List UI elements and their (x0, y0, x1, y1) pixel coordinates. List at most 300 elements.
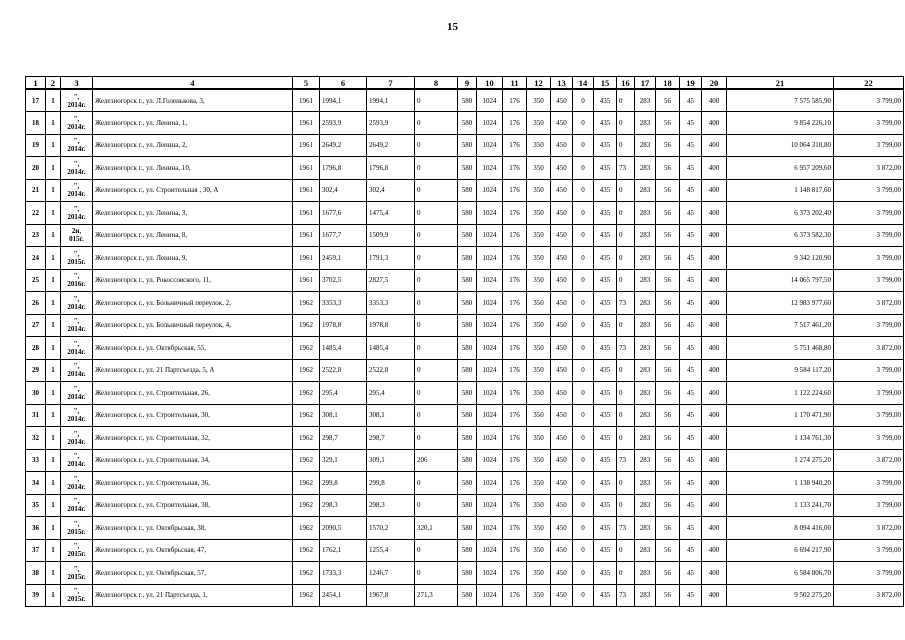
table-cell-n: 29 (26, 359, 46, 382)
table-cell-n: 32 (26, 427, 46, 450)
table-cell-c17: 283 (635, 202, 656, 225)
table-cell-c10: 1024 (477, 427, 503, 450)
table-cell-yr: ", 2016г. (61, 269, 93, 292)
table-cell-c2: 1 (46, 382, 61, 405)
table-cell-c8: 0 (415, 157, 458, 180)
table-cell-a: 2090,5 (320, 517, 367, 540)
table-cell-c2: 1 (46, 179, 61, 202)
table-cell-c14: 0 (573, 382, 594, 405)
table-cell-c2: 1 (46, 202, 61, 225)
table-cell-b: 308,1 (367, 404, 415, 427)
table-cell-c16: 73 (617, 337, 635, 360)
table-cell-c13: 450 (551, 314, 573, 337)
table-cell-c10: 1024 (477, 337, 503, 360)
table-cell-yr: ", 2014г. (61, 494, 93, 517)
table-cell-c2: 1 (46, 539, 61, 562)
table-cell-c17: 283 (635, 337, 656, 360)
table-cell-c13: 450 (551, 134, 573, 157)
table-cell-c10: 1024 (477, 562, 503, 585)
table-cell-a: 298,3 (320, 494, 367, 517)
table-row (26, 517, 904, 540)
table-cell-c17: 283 (635, 359, 656, 382)
table-cell-c2: 1 (46, 89, 61, 112)
table-cell-sum: 9 502 275,20 (727, 584, 834, 607)
table-cell-c15: 435 (594, 337, 617, 360)
table-cell-rate: 3 799,00 (834, 359, 904, 382)
table-cell-a: 2522,8 (320, 359, 367, 382)
table-cell-c11: 176 (503, 247, 527, 270)
table-cell-c20: 400 (702, 562, 727, 585)
table-cell-c17: 283 (635, 427, 656, 450)
table-cell-sum: 1 138 940,20 (727, 472, 834, 495)
table-cell-c18: 56 (656, 224, 680, 247)
table-cell-rate: 3 799,00 (834, 427, 904, 450)
table-cell-c11: 176 (503, 562, 527, 585)
table-cell-c20: 400 (702, 179, 727, 202)
table-cell-c18: 56 (656, 494, 680, 517)
table-cell-c20: 400 (702, 404, 727, 427)
table-cell-c20: 400 (702, 134, 727, 157)
table-cell-yr: ", 2014г. (61, 134, 93, 157)
table-cell-sum: 6 373 582,30 (727, 224, 834, 247)
table-cell-c17: 283 (635, 382, 656, 405)
table-cell-c10: 1024 (477, 112, 503, 135)
table-cell-c11: 176 (503, 179, 527, 202)
table-cell-c15: 435 (594, 247, 617, 270)
table-cell-b: 1246,7 (367, 562, 415, 585)
table-cell-c17: 283 (635, 517, 656, 540)
table-cell-c15: 435 (594, 224, 617, 247)
table-cell-c12: 350 (527, 224, 551, 247)
table-cell-c16: 0 (617, 112, 635, 135)
table-cell-c2: 1 (46, 494, 61, 517)
table-cell-a: 298,7 (320, 427, 367, 450)
table-cell-c11: 176 (503, 134, 527, 157)
table-cell-c11: 176 (503, 382, 527, 405)
table-cell-c16: 73 (617, 517, 635, 540)
table-cell-rate: 3 872,00 (834, 292, 904, 315)
data-table (25, 76, 904, 607)
table-cell-a: 1677,6 (320, 202, 367, 225)
table-cell-c18: 56 (656, 112, 680, 135)
table-cell-c14: 0 (573, 359, 594, 382)
table-cell-c2: 1 (46, 269, 61, 292)
table-cell-c16: 0 (617, 539, 635, 562)
table-cell-c18: 56 (656, 562, 680, 585)
table-cell-c20: 400 (702, 247, 727, 270)
table-cell-c16: 73 (617, 157, 635, 180)
table-cell-a: 2459,1 (320, 247, 367, 270)
table-cell-y: 1961 (293, 247, 320, 270)
table-cell-sum: 1 134 761,30 (727, 427, 834, 450)
table-cell-c19: 45 (680, 562, 702, 585)
table-row (26, 224, 904, 247)
table-cell-c19: 45 (680, 224, 702, 247)
table-cell-c2: 1 (46, 584, 61, 607)
table-cell-c19: 45 (680, 382, 702, 405)
table-cell-c15: 435 (594, 292, 617, 315)
table-row (26, 247, 904, 270)
table-cell-c2: 1 (46, 449, 61, 472)
table-cell-c15: 435 (594, 179, 617, 202)
table-cell-c16: 0 (617, 134, 635, 157)
table-cell-c13: 450 (551, 449, 573, 472)
table-cell-c9: 580 (458, 449, 477, 472)
table-cell-yr: ", 2014г. (61, 314, 93, 337)
table-cell-c19: 45 (680, 404, 702, 427)
table-cell-c18: 56 (656, 404, 680, 427)
table-cell-c15: 435 (594, 134, 617, 157)
table-cell-c15: 435 (594, 472, 617, 495)
table-cell-c9: 580 (458, 404, 477, 427)
table-cell-c9: 580 (458, 562, 477, 585)
table-cell-n: 35 (26, 494, 46, 517)
table-row (26, 179, 904, 202)
table-cell-c10: 1024 (477, 202, 503, 225)
table-cell-rate: 3 799,00 (834, 202, 904, 225)
table-cell-c8: 0 (415, 247, 458, 270)
table-cell-c12: 350 (527, 292, 551, 315)
table-cell-c2: 1 (46, 472, 61, 495)
table-cell-y: 1962 (293, 404, 320, 427)
table-cell-c16: 0 (617, 562, 635, 585)
table-cell-b: 2827,5 (367, 269, 415, 292)
table-cell-c12: 350 (527, 404, 551, 427)
table-cell-c17: 283 (635, 472, 656, 495)
table-cell-c14: 0 (573, 584, 594, 607)
table-cell-sum: 5 751 468,80 (727, 337, 834, 360)
table-cell-c15: 435 (594, 112, 617, 135)
table-cell-c8: 0 (415, 89, 458, 112)
table-cell-c20: 400 (702, 494, 727, 517)
column-header: 3 (61, 77, 93, 90)
table-cell-n: 37 (26, 539, 46, 562)
table-cell-rate: 3 799,00 (834, 112, 904, 135)
table-cell-c13: 450 (551, 89, 573, 112)
table-cell-rate: 3 872,00 (834, 157, 904, 180)
table-cell-a: 3353,3 (320, 292, 367, 315)
table-cell-c14: 0 (573, 269, 594, 292)
table-cell-c12: 350 (527, 179, 551, 202)
table-cell-c8: 0 (415, 427, 458, 450)
table-cell-c15: 435 (594, 584, 617, 607)
table-cell-y: 1962 (293, 472, 320, 495)
table-cell-c14: 0 (573, 337, 594, 360)
table-cell-n: 18 (26, 112, 46, 135)
table-cell-sum: 1 122 224,60 (727, 382, 834, 405)
table-cell-y: 1961 (293, 134, 320, 157)
table-cell-c13: 450 (551, 269, 573, 292)
table-cell-c18: 56 (656, 157, 680, 180)
table-cell-sum: 6 957 209,60 (727, 157, 834, 180)
table-cell-b: 1791,3 (367, 247, 415, 270)
table-cell-c19: 45 (680, 292, 702, 315)
table-cell-addr: Железногорск г., ул. Октябрьская, 47, (93, 539, 293, 562)
column-header: 15 (594, 77, 617, 90)
table-cell-y: 1962 (293, 427, 320, 450)
table-cell-n: 17 (26, 89, 46, 112)
table-cell-c8: 0 (415, 134, 458, 157)
table-cell-c8: 0 (415, 292, 458, 315)
table-cell-c13: 450 (551, 472, 573, 495)
table-cell-addr: Железногорск г., ул. 21 Партсъезда, 1, (93, 584, 293, 607)
table-cell-c15: 435 (594, 314, 617, 337)
table-row (26, 382, 904, 405)
table-cell-c13: 450 (551, 224, 573, 247)
table-cell-c16: 0 (617, 494, 635, 517)
table-cell-c17: 283 (635, 89, 656, 112)
table-cell-c19: 45 (680, 494, 702, 517)
table-cell-c20: 400 (702, 359, 727, 382)
table-cell-c16: 0 (617, 202, 635, 225)
table-cell-c8: 0 (415, 404, 458, 427)
column-header: 11 (503, 77, 527, 90)
table-cell-c12: 350 (527, 314, 551, 337)
table-cell-c2: 1 (46, 134, 61, 157)
column-header: 6 (320, 77, 367, 90)
table-cell-addr: Железногорск г., ул. Ленина, 1, (93, 112, 293, 135)
table-cell-b: 1570,2 (367, 517, 415, 540)
table-cell-c13: 450 (551, 539, 573, 562)
column-header: 16 (617, 77, 635, 90)
table-cell-c2: 1 (46, 337, 61, 360)
table-cell-a: 308,1 (320, 404, 367, 427)
table-cell-sum: 7 517 461,20 (727, 314, 834, 337)
table-cell-c16: 0 (617, 179, 635, 202)
table-cell-b: 1978,8 (367, 314, 415, 337)
table-cell-n: 22 (26, 202, 46, 225)
table-cell-c11: 176 (503, 89, 527, 112)
table-cell-c19: 45 (680, 157, 702, 180)
table-cell-n: 38 (26, 562, 46, 585)
table-cell-addr: Железногорск г., ул. Строительная, 26, (93, 382, 293, 405)
table-cell-c18: 56 (656, 89, 680, 112)
table-cell-c11: 176 (503, 202, 527, 225)
table-cell-c19: 45 (680, 247, 702, 270)
table-cell-yr: ", 2015г. (61, 247, 93, 270)
table-cell-c12: 350 (527, 337, 551, 360)
table-cell-n: 23 (26, 224, 46, 247)
table-cell-c20: 400 (702, 269, 727, 292)
table-cell-c20: 400 (702, 539, 727, 562)
table-cell-c8: 0 (415, 539, 458, 562)
table-cell-c17: 283 (635, 449, 656, 472)
table-cell-c8: 0 (415, 179, 458, 202)
table-cell-c10: 1024 (477, 314, 503, 337)
table-cell-c16: 0 (617, 382, 635, 405)
table-cell-c2: 1 (46, 404, 61, 427)
table-cell-c10: 1024 (477, 359, 503, 382)
table-cell-c15: 435 (594, 562, 617, 585)
table-row (26, 134, 904, 157)
table-cell-c19: 45 (680, 584, 702, 607)
table-cell-c8: 0 (415, 562, 458, 585)
table-cell-c10: 1024 (477, 224, 503, 247)
column-header: 7 (367, 77, 415, 90)
table-cell-c8: 0 (415, 382, 458, 405)
table-cell-c17: 283 (635, 112, 656, 135)
table-cell-a: 1994,1 (320, 89, 367, 112)
table-cell-rate: 3 799,00 (834, 134, 904, 157)
table-row (26, 427, 904, 450)
table-cell-c16: 0 (617, 427, 635, 450)
table-cell-c18: 56 (656, 539, 680, 562)
table-cell-rate: 3 799,00 (834, 494, 904, 517)
table-cell-yr: ", 2015г. (61, 584, 93, 607)
table-cell-a: 1733,3 (320, 562, 367, 585)
table-cell-c20: 400 (702, 427, 727, 450)
table-cell-a: 302,4 (320, 179, 367, 202)
table-cell-c19: 45 (680, 269, 702, 292)
table-cell-c9: 580 (458, 269, 477, 292)
table-cell-c12: 350 (527, 269, 551, 292)
table-cell-c15: 435 (594, 404, 617, 427)
table-cell-rate: 3 799,00 (834, 404, 904, 427)
table-cell-a: 1796,8 (320, 157, 367, 180)
table-cell-c20: 400 (702, 472, 727, 495)
table-cell-c20: 400 (702, 314, 727, 337)
table-cell-c19: 45 (680, 517, 702, 540)
table-cell-c14: 0 (573, 202, 594, 225)
table-cell-c10: 1024 (477, 89, 503, 112)
table-cell-c13: 450 (551, 157, 573, 180)
table-cell-y: 1961 (293, 179, 320, 202)
column-header: 19 (680, 77, 702, 90)
table-cell-yr: ", 2014г. (61, 337, 93, 360)
table-cell-c12: 350 (527, 359, 551, 382)
table-cell-a: 1762,1 (320, 539, 367, 562)
table-cell-rate: 3 872,00 (834, 337, 904, 360)
table-cell-c14: 0 (573, 247, 594, 270)
table-cell-c11: 176 (503, 404, 527, 427)
table-cell-n: 26 (26, 292, 46, 315)
table-cell-c10: 1024 (477, 449, 503, 472)
table-cell-c16: 0 (617, 314, 635, 337)
table-row (26, 269, 904, 292)
table-row (26, 337, 904, 360)
table-cell-c14: 0 (573, 472, 594, 495)
table-row (26, 292, 904, 315)
table-cell-c14: 0 (573, 157, 594, 180)
table-cell-sum: 6 373 202,40 (727, 202, 834, 225)
table-cell-b: 298,3 (367, 494, 415, 517)
table-cell-c10: 1024 (477, 472, 503, 495)
table-cell-y: 1962 (293, 292, 320, 315)
table-cell-addr: Железногорск г., ул. Ленина, 9, (93, 247, 293, 270)
table-cell-c9: 580 (458, 427, 477, 450)
table-cell-c20: 400 (702, 89, 727, 112)
table-cell-rate: 3 799,00 (834, 269, 904, 292)
table-cell-c16: 0 (617, 224, 635, 247)
table-cell-c9: 580 (458, 179, 477, 202)
table-cell-n: 27 (26, 314, 46, 337)
table-cell-c2: 1 (46, 292, 61, 315)
table-cell-c8: 0 (415, 472, 458, 495)
table-row (26, 314, 904, 337)
table-row (26, 202, 904, 225)
table-cell-c16: 0 (617, 269, 635, 292)
column-header: 13 (551, 77, 573, 90)
table-row (26, 494, 904, 517)
table-cell-rate: 3 799,00 (834, 562, 904, 585)
table-cell-c9: 580 (458, 157, 477, 180)
table-cell-addr: Железногорск г., ул. Ленина, 8, (93, 224, 293, 247)
table-cell-c16: 0 (617, 89, 635, 112)
table-cell-c12: 350 (527, 382, 551, 405)
table-cell-y: 1961 (293, 202, 320, 225)
table-cell-c19: 45 (680, 179, 702, 202)
table-cell-c11: 176 (503, 494, 527, 517)
table-cell-c8: 320,1 (415, 517, 458, 540)
table-cell-sum: 14 065 797,50 (727, 269, 834, 292)
table-cell-rate: 3 799,00 (834, 224, 904, 247)
table-cell-c10: 1024 (477, 134, 503, 157)
table-cell-c14: 0 (573, 292, 594, 315)
table-cell-c9: 580 (458, 584, 477, 607)
table-cell-b: 298,7 (367, 427, 415, 450)
table-cell-sum: 6 694 217,90 (727, 539, 834, 562)
table-cell-yr: ", 2014г. (61, 179, 93, 202)
table-cell-c12: 350 (527, 472, 551, 495)
table-cell-c9: 580 (458, 517, 477, 540)
table-cell-c20: 400 (702, 517, 727, 540)
table-cell-yr: ", 2015г. (61, 562, 93, 585)
table-cell-c13: 450 (551, 179, 573, 202)
table-cell-yr: ", 2015г. (61, 517, 93, 540)
table-cell-c18: 56 (656, 427, 680, 450)
table-cell-c10: 1024 (477, 269, 503, 292)
table-cell-addr: Железногорск г., ул. Л.Голенькова, 3, (93, 89, 293, 112)
table-cell-c12: 350 (527, 517, 551, 540)
table-cell-c14: 0 (573, 562, 594, 585)
table-cell-c17: 283 (635, 269, 656, 292)
table-cell-c8: 0 (415, 112, 458, 135)
table-cell-c9: 580 (458, 224, 477, 247)
table-row (26, 112, 904, 135)
table-cell-c9: 580 (458, 337, 477, 360)
table-cell-c19: 45 (680, 314, 702, 337)
table-cell-yr: ", 2014г. (61, 427, 93, 450)
table-cell-c15: 435 (594, 382, 617, 405)
table-cell-c20: 400 (702, 449, 727, 472)
table-cell-c12: 350 (527, 584, 551, 607)
table-cell-c11: 176 (503, 157, 527, 180)
table-cell-c19: 45 (680, 202, 702, 225)
table-cell-c14: 0 (573, 89, 594, 112)
table-cell-c9: 580 (458, 202, 477, 225)
column-header: 8 (415, 77, 458, 90)
table-cell-c10: 1024 (477, 584, 503, 607)
table-cell-rate: 3 872,00 (834, 517, 904, 540)
table-cell-b: 1796,8 (367, 157, 415, 180)
table-cell-c18: 56 (656, 382, 680, 405)
table-cell-c12: 350 (527, 157, 551, 180)
table-cell-c13: 450 (551, 494, 573, 517)
table-cell-y: 1962 (293, 337, 320, 360)
table-cell-a: 3702,5 (320, 269, 367, 292)
table-cell-c15: 435 (594, 89, 617, 112)
table-cell-c2: 1 (46, 157, 61, 180)
table-cell-c17: 283 (635, 224, 656, 247)
table-cell-c13: 450 (551, 584, 573, 607)
column-header: 22 (834, 77, 904, 90)
table-cell-addr: Железногорск г., ул. Строительная , 30, А (93, 179, 293, 202)
table-cell-c9: 580 (458, 359, 477, 382)
table-cell-y: 1961 (293, 269, 320, 292)
table-cell-c15: 435 (594, 359, 617, 382)
table-cell-c18: 56 (656, 517, 680, 540)
table-cell-c11: 176 (503, 517, 527, 540)
